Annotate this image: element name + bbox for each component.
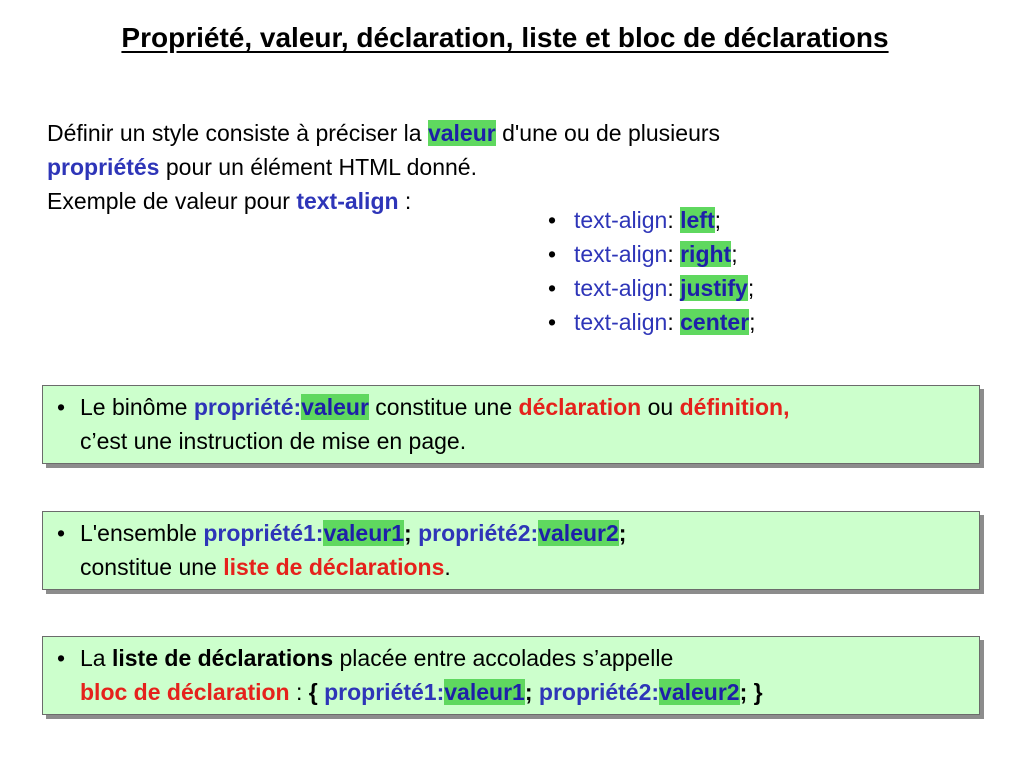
keyword-propriete2: propriété2: bbox=[538, 679, 660, 705]
example-value: justify bbox=[680, 275, 748, 301]
box-line-1 bbox=[43, 390, 979, 424]
example-separator: : bbox=[667, 241, 681, 267]
slide-title: Propriété, valeur, déclaration, liste et bloc de déclarations bbox=[121, 22, 889, 53]
box-text: : bbox=[289, 679, 309, 705]
example-item bbox=[548, 271, 756, 305]
keyword-declaration: déclaration bbox=[518, 394, 642, 420]
box-text: ou bbox=[641, 394, 680, 420]
intro-text: Définir un style consiste à préciser la bbox=[47, 120, 428, 146]
intro-text: Exemple de valeur pour bbox=[47, 188, 297, 214]
box-text: Le binôme bbox=[80, 394, 194, 420]
close-brace: ; } bbox=[739, 679, 763, 705]
box-text: constitue une bbox=[80, 554, 224, 580]
box-text: constitue une bbox=[368, 394, 519, 420]
example-separator: : bbox=[667, 275, 681, 301]
text-align-examples bbox=[548, 203, 756, 339]
box-text: . bbox=[444, 554, 451, 580]
example-item bbox=[548, 203, 756, 237]
box-line-2 bbox=[43, 675, 979, 709]
box-line-1 bbox=[43, 516, 979, 550]
intro-text: : bbox=[398, 188, 412, 214]
keyword-valeur1: valeur1 bbox=[323, 520, 405, 546]
box-line-1 bbox=[43, 641, 979, 675]
example-end: ; bbox=[714, 207, 721, 233]
keyword-liste-declarations: liste de déclarations bbox=[223, 554, 445, 580]
declaration-list-box bbox=[42, 511, 980, 590]
keyword-propriete2: propriété2: bbox=[418, 520, 539, 546]
box-line-2: c’est une instruction de mise en page. bbox=[80, 428, 467, 454]
box-text: La bbox=[80, 645, 112, 671]
example-item bbox=[548, 305, 756, 339]
intro-line-1 bbox=[47, 116, 947, 150]
example-property: text-align bbox=[574, 275, 668, 301]
keyword-bloc-declaration: bloc de déclaration bbox=[80, 679, 290, 705]
bullet-icon: • bbox=[57, 520, 66, 546]
example-separator: : bbox=[667, 309, 681, 335]
bullet-icon: • bbox=[548, 207, 557, 233]
example-property: text-align bbox=[574, 241, 668, 267]
intro-text: d'une ou de plusieurs bbox=[495, 120, 721, 146]
keyword-valeur2: valeur2 bbox=[538, 520, 619, 546]
example-property: text-align bbox=[574, 309, 668, 335]
intro-line-2 bbox=[47, 150, 947, 184]
example-value: left bbox=[680, 207, 715, 233]
keyword-propriete1: propriété1: bbox=[324, 679, 445, 705]
example-value: center bbox=[680, 309, 750, 335]
separator: ; bbox=[524, 679, 539, 705]
open-brace: { bbox=[308, 679, 325, 705]
declaration-block-box bbox=[42, 636, 980, 715]
keyword-liste-declarations: liste de déclarations bbox=[111, 645, 334, 671]
bullet-icon: • bbox=[548, 309, 557, 335]
example-value: right bbox=[680, 241, 732, 267]
bullet-icon: • bbox=[57, 394, 66, 420]
bullet-icon: • bbox=[548, 241, 557, 267]
box-text: placée entre accolades s’appelle bbox=[333, 645, 674, 671]
declaration-box bbox=[42, 385, 980, 464]
separator: ; bbox=[404, 520, 419, 546]
example-property: text-align bbox=[574, 207, 668, 233]
separator: ; bbox=[618, 520, 627, 546]
keyword-valeur: valeur bbox=[427, 120, 496, 146]
box-line-2 bbox=[43, 550, 979, 584]
intro-paragraph bbox=[47, 116, 947, 218]
bullet-icon: • bbox=[57, 645, 66, 671]
intro-line-3 bbox=[47, 184, 947, 218]
box-text: L'ensemble bbox=[80, 520, 204, 546]
keyword-proprietes: propriétés bbox=[47, 154, 160, 180]
keyword-valeur2: valeur2 bbox=[659, 679, 740, 705]
example-end: ; bbox=[731, 241, 738, 267]
example-end: ; bbox=[747, 275, 755, 301]
keyword-valeur: valeur bbox=[301, 394, 369, 420]
example-end: ; bbox=[749, 309, 756, 335]
intro-text: pour un élément HTML donné. bbox=[159, 154, 477, 180]
keyword-valeur1: valeur1 bbox=[444, 679, 525, 705]
example-separator: : bbox=[667, 207, 681, 233]
keyword-definition: définition, bbox=[679, 394, 790, 420]
keyword-text-align: text-align bbox=[296, 188, 399, 214]
keyword-propriete: propriété: bbox=[193, 394, 302, 420]
keyword-propriete1: propriété1: bbox=[203, 520, 324, 546]
bullet-icon: • bbox=[548, 275, 557, 301]
example-item bbox=[548, 237, 756, 271]
